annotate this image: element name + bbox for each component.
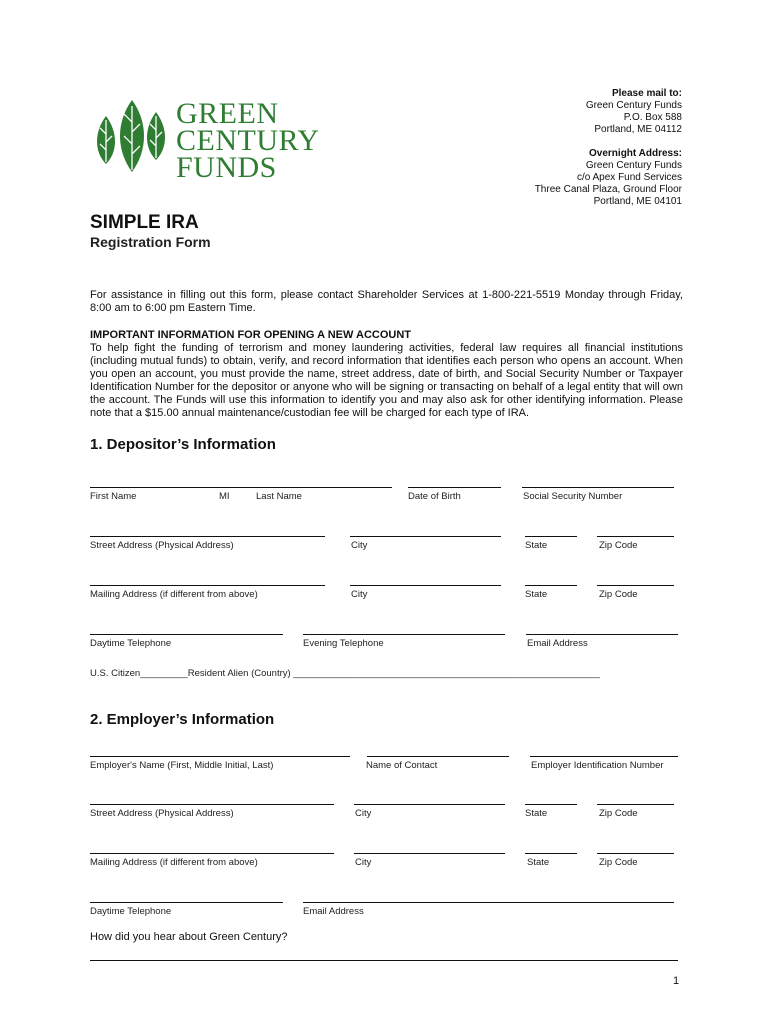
logo-line-funds: FUNDS xyxy=(176,151,277,184)
last-name-label: Last Name xyxy=(256,491,302,502)
state-label: State xyxy=(525,540,548,551)
important-heading: IMPORTANT INFORMATION FOR OPENING A NEW ACCOUNT xyxy=(90,329,412,341)
employer-phone-field[interactable] xyxy=(90,902,283,903)
employer-mailing-label: Mailing Address (if different from above) xyxy=(90,857,258,868)
dob-field[interactable] xyxy=(408,487,501,488)
hear-about-question: How did you hear about Green Century? xyxy=(90,931,288,943)
eve-phone-field[interactable] xyxy=(303,634,505,635)
mailing-zip-field[interactable] xyxy=(597,585,674,586)
overnight-line: Green Century Funds xyxy=(585,160,682,171)
logo-line-green: GREEN xyxy=(176,97,279,130)
logo-wordmark xyxy=(176,97,320,184)
employer-mailing-field[interactable] xyxy=(90,853,334,854)
mi-label: MI xyxy=(219,491,230,502)
employer-city-label: City xyxy=(355,808,372,819)
contact-field[interactable] xyxy=(367,756,509,757)
employer-mailing-state-field[interactable] xyxy=(525,853,577,854)
overnight-heading: Overnight Address: xyxy=(589,148,682,159)
overnight-line: c/o Apex Fund Services xyxy=(576,172,682,183)
day-phone-label: Daytime Telephone xyxy=(90,638,172,649)
street-field[interactable] xyxy=(90,536,325,537)
form-subtitle: Registration Form xyxy=(90,234,211,250)
overnight-line: Portland, ME 04101 xyxy=(593,196,682,207)
ssn-field[interactable] xyxy=(522,487,674,488)
mail-heading: Please mail to: xyxy=(611,88,682,99)
employer-email-field[interactable] xyxy=(303,902,674,903)
employer-mailing-state-label: State xyxy=(527,857,550,868)
employer-name-label: Employer's Name (First, Middle Initial, Last) xyxy=(90,760,274,771)
name-field[interactable] xyxy=(90,487,392,488)
ein-field[interactable] xyxy=(530,756,678,757)
mailing-state-field[interactable] xyxy=(525,585,577,586)
city-label: City xyxy=(351,540,368,551)
employer-name-field[interactable] xyxy=(90,756,350,757)
dob-label: Date of Birth xyxy=(408,491,461,502)
logo-line-century: CENTURY xyxy=(176,124,320,157)
zip-label: Zip Code xyxy=(599,540,638,551)
citizenship-line[interactable]: U.S. Citizen_________Resident Alien (Country) __________________________________________________________ xyxy=(90,668,600,679)
section-1-heading: 1. Depositor’s Information xyxy=(90,436,276,453)
email-label: Email Address xyxy=(527,638,588,649)
mailing-zip-label: Zip Code xyxy=(599,589,638,600)
overnight-line: Three Canal Plaza, Ground Floor xyxy=(534,184,682,195)
mailing-city-label: City xyxy=(351,589,368,600)
mail-line: P.O. Box 588 xyxy=(623,112,682,123)
assistance-text: For assistance in filling out this form, please contact Shareholder Services at 1-800-221-5519 Monday through Friday, 8:00 am to 6:00 pm Eastern Time. xyxy=(90,289,683,314)
state-field[interactable] xyxy=(525,536,577,537)
form-title: SIMPLE IRA xyxy=(90,212,199,233)
employer-zip-field[interactable] xyxy=(597,804,674,805)
employer-state-field[interactable] xyxy=(525,804,577,805)
first-name-label: First Name xyxy=(90,491,137,502)
mailing-field[interactable] xyxy=(90,585,325,586)
employer-zip-label: Zip Code xyxy=(599,808,638,819)
zip-field[interactable] xyxy=(597,536,674,537)
employer-city-field[interactable] xyxy=(354,804,505,805)
city-field[interactable] xyxy=(350,536,501,537)
eve-phone-label: Evening Telephone xyxy=(303,638,384,649)
employer-mailing-zip-field[interactable] xyxy=(597,853,674,854)
day-phone-field[interactable] xyxy=(90,634,283,635)
page-number: 1 xyxy=(673,975,680,987)
employer-street-label: Street Address (Physical Address) xyxy=(90,808,234,819)
important-body: To help fight the funding of terrorism and money laundering activities, federal law requires all financial institutions (including mutual funds) to obtain, verify, and record information that identifies each person who opens an account. When you open an account, you must provide the name, street address, date of birth, and Social Security Number or Taxpayer Identification Number for the depositor or anyone who will be signing or transacting on behalf of a legal entity that will own the account. The Funds will use this information to identify you and may also ask for other identifying information. Please note that a $15.00 annual maintenance/custodian fee will be charged for each type of IRA. xyxy=(90,342,683,419)
contact-label: Name of Contact xyxy=(366,760,438,771)
mailing-city-field[interactable] xyxy=(350,585,501,586)
street-label: Street Address (Physical Address) xyxy=(90,540,234,551)
mail-line: Portland, ME 04112 xyxy=(594,124,682,135)
employer-email-label: Email Address xyxy=(303,906,364,917)
employer-street-field[interactable] xyxy=(90,804,334,805)
employer-phone-label: Daytime Telephone xyxy=(90,906,172,917)
ein-label: Employer Identification Number xyxy=(531,760,664,771)
green-leaves-logo-icon xyxy=(92,98,172,174)
mailing-state-label: State xyxy=(525,589,548,600)
employer-state-label: State xyxy=(525,808,548,819)
mailing-address-block xyxy=(535,88,682,208)
section-2-heading: 2. Employer’s Information xyxy=(90,711,275,728)
employer-mailing-city-label: City xyxy=(355,857,372,868)
employer-mailing-zip-label: Zip Code xyxy=(599,857,638,868)
employer-mailing-city-field[interactable] xyxy=(354,853,505,854)
mailing-label: Mailing Address (if different from above) xyxy=(90,589,258,600)
email-field[interactable] xyxy=(526,634,678,635)
hear-about-field[interactable] xyxy=(90,960,678,961)
ssn-label: Social Security Number xyxy=(523,491,623,502)
mail-line: Green Century Funds xyxy=(585,100,682,111)
